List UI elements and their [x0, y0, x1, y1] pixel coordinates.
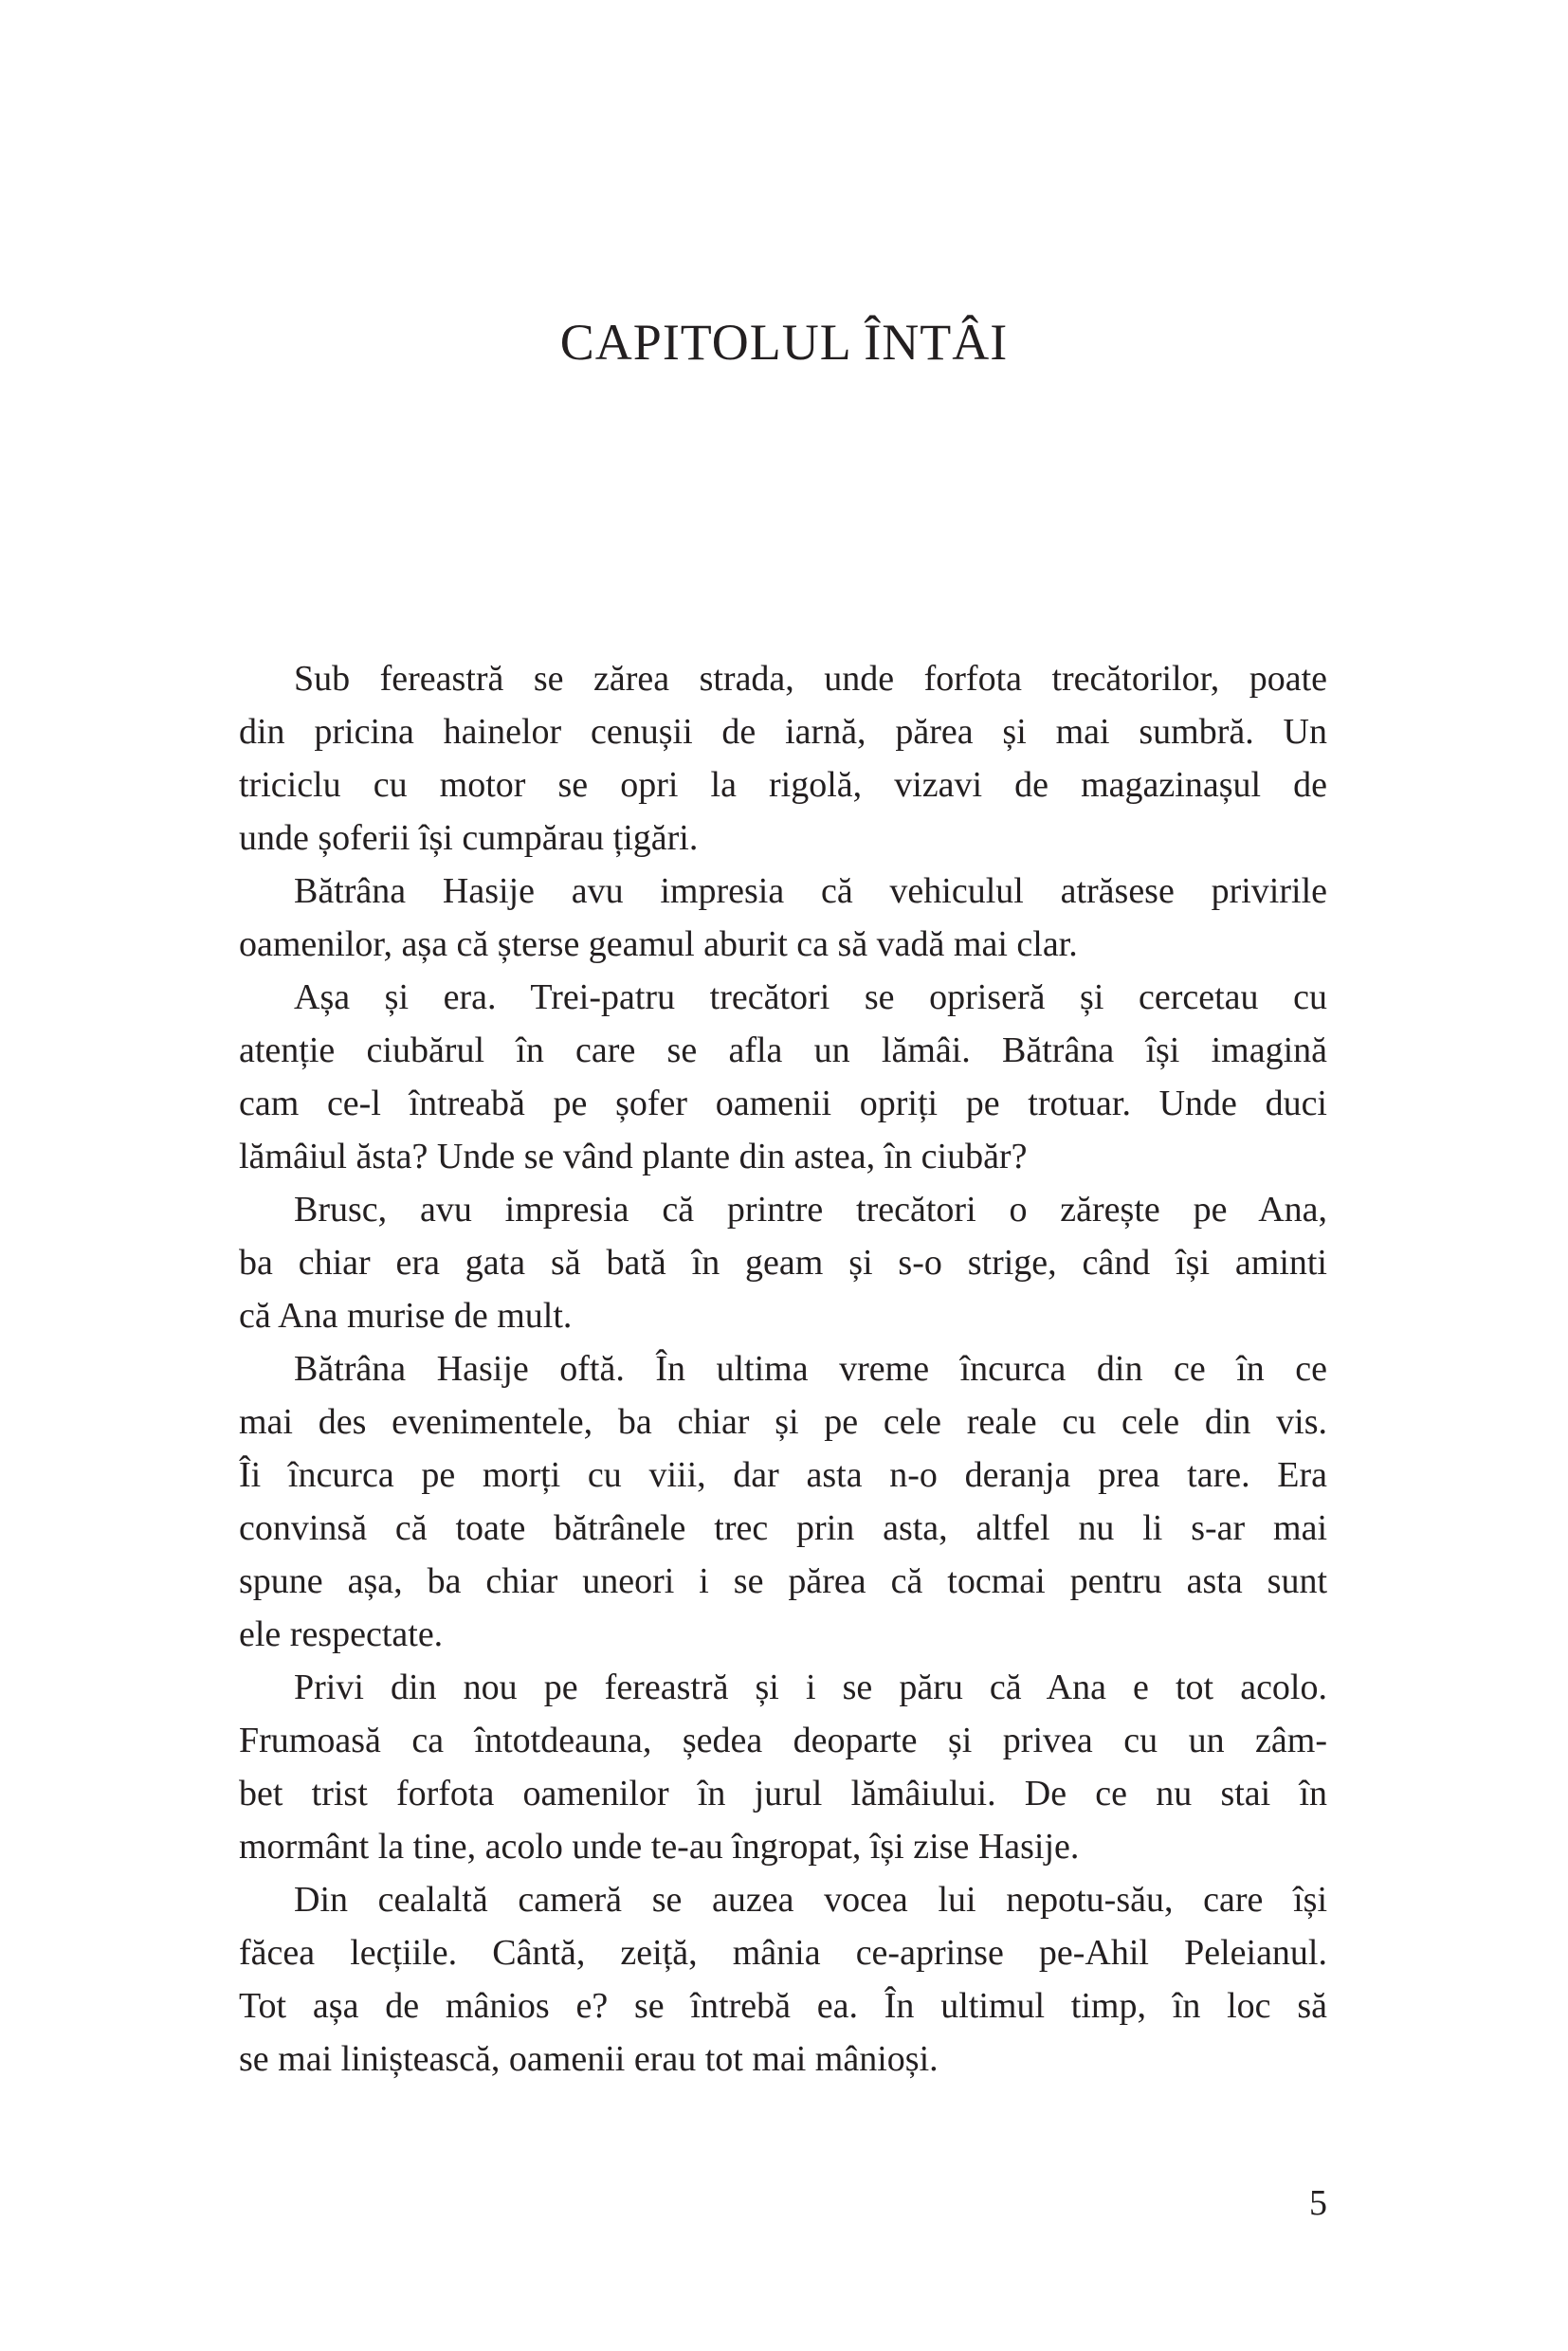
text-line: se mai liniștească, oamenii erau tot mai mânioși.	[239, 2039, 939, 2079]
paragraph	[239, 652, 1327, 865]
text-line: spune așa, ba chiar uneori i se părea că tocmai pentru asta sunt	[239, 1561, 1327, 1601]
paragraph	[239, 1873, 1327, 2086]
text-line: Așa și era. Trei-patru trecători se opriseră și cercetau cu	[294, 977, 1327, 1017]
text-line: Brusc, avu impresia că printre trecători o zărește pe Ana,	[294, 1190, 1327, 1230]
text-line: ba chiar era gata să bată în geam și s-o strige, când își aminti	[239, 1243, 1327, 1283]
text-line: atenție ciubărul în care se afla un lămâi. Bătrâna își imagină	[239, 1030, 1327, 1070]
text-line: Îi încurca pe morți cu viii, dar asta n-o deranja prea tare. Era	[239, 1455, 1327, 1495]
page-number: 5	[1309, 2183, 1327, 2223]
text-line: Bătrâna Hasije oftă. În ultima vreme încurca din ce în ce	[294, 1349, 1327, 1389]
text-line: bet trist forfota oamenilor în jurul lămâiului. De ce nu stai în	[239, 1774, 1327, 1813]
text-line: Frumoasă ca întotdeauna, ședea deoparte și privea cu un zâm-	[239, 1721, 1327, 1760]
chapter-body-text	[239, 652, 1327, 2086]
text-line: mormânt la tine, acolo unde te-au îngropat, își zise Hasije.	[239, 1827, 1080, 1867]
text-line: că Ana murise de mult.	[239, 1296, 573, 1336]
paragraph	[239, 1342, 1327, 1661]
paragraph	[239, 1183, 1327, 1342]
text-line: Tot așa de mânios e? se întrebă ea. În ultimul timp, în loc să	[239, 1986, 1327, 2026]
text-line: Bătrâna Hasije avu impresia că vehiculul atrăsese privirile	[294, 871, 1327, 911]
paragraph	[239, 1661, 1327, 1873]
text-line: Privi din nou pe fereastră și i se păru că Ana e tot acolo.	[294, 1668, 1327, 1707]
text-line: cam ce-l întreabă pe șofer oamenii opriți pe trotuar. Unde duci	[239, 1084, 1327, 1123]
text-line: din pricina hainelor cenușii de iarnă, părea și mai sumbră. Un	[239, 712, 1327, 752]
text-line: triciclu cu motor se opri la rigolă, vizavi de magazinașul de	[239, 765, 1327, 805]
text-line: lămâiul ăsta? Unde se vând plante din astea, în ciubăr?	[239, 1137, 1028, 1176]
text-line: Sub fereastră se zărea strada, unde forfota trecătorilor, poate	[294, 659, 1327, 699]
chapter-title: CAPITOLUL ÎNTÂI	[559, 314, 1009, 371]
paragraph	[239, 971, 1327, 1183]
paragraph	[239, 865, 1327, 971]
text-line: mai des evenimentele, ba chiar și pe cele reale cu cele din vis.	[239, 1402, 1327, 1442]
text-line: ele respectate.	[239, 1614, 444, 1654]
text-line: unde șoferii își cumpărau țigări.	[239, 818, 699, 858]
text-line: făcea lecțiile. Cântă, zeiță, mânia ce-aprinse pe-Ahil Peleianul.	[239, 1933, 1327, 1973]
text-line: oamenilor, așa că șterse geamul aburit ca să vadă mai clar.	[239, 924, 1078, 964]
text-line: convinsă că toate bătrânele trec prin asta, altfel nu li s-ar mai	[239, 1508, 1327, 1548]
text-line: Din cealaltă cameră se auzea vocea lui nepotu-său, care își	[294, 1880, 1327, 1920]
